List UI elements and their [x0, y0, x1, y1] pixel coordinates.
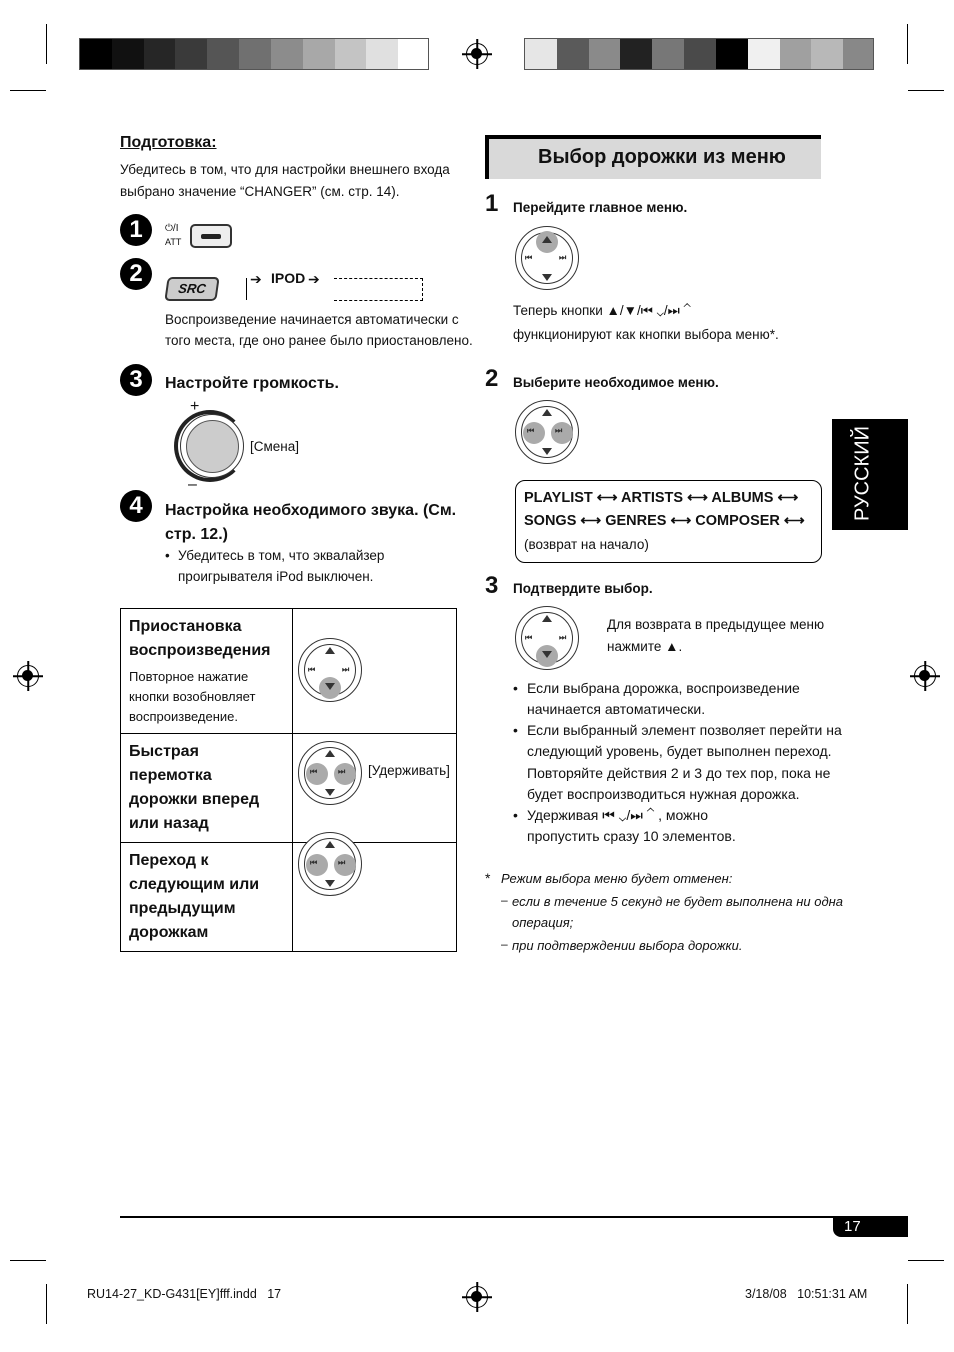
- bullet: •: [513, 807, 518, 823]
- footnote-dash: –: [501, 893, 508, 907]
- plus-label: +: [190, 398, 200, 415]
- step-number-2: 2: [485, 365, 499, 392]
- control-pad-icon[interactable]: ⏮ ⏭: [298, 832, 362, 896]
- footnote: если в течение 5 секунд не будет выполнена ни одна: [512, 894, 844, 909]
- row-title: Переход к: [129, 852, 209, 869]
- registration-mark-icon: [17, 665, 39, 687]
- bullet-text: Если выбранный элемент позволяет перейти на: [527, 722, 842, 738]
- language-tab-label: РУССКИЙ: [851, 426, 874, 521]
- step3-side: нажмите ▲.: [607, 639, 683, 654]
- step-number-3: 3: [485, 572, 499, 599]
- row-title: дорожки вперед: [129, 791, 260, 808]
- step-number-1: 1: [485, 190, 499, 217]
- footnote-star: *: [485, 870, 491, 886]
- row-title: Приостановка: [129, 618, 242, 635]
- prep-text: выбрано значение “CHANGER” (см. стр. 14).: [120, 184, 400, 199]
- footnote: при подтверждении выбора дорожки.: [512, 938, 743, 953]
- menu-line: SONGS ⟷ GENRES ⟷ COMPOSER ⟷: [524, 513, 805, 529]
- row-title: или назад: [129, 815, 209, 832]
- arrow-right-icon: ➔: [250, 271, 262, 287]
- step-number-2: 2: [120, 258, 152, 290]
- registration-mark-icon: [914, 665, 936, 687]
- control-pad-icon[interactable]: ⏮ ⏭: [515, 226, 579, 290]
- row-title: воспроизведения: [129, 642, 271, 659]
- step4-title: стр. 12.): [165, 526, 228, 543]
- ipod-label: IPOD: [271, 270, 306, 286]
- bullet-text: Удерживая ⏮ ⌄/⏭ ⌃ , можно: [527, 807, 709, 823]
- step2-title: Выберите необходимое меню.: [513, 375, 719, 390]
- color-bar-right: [524, 38, 874, 70]
- table-cell: [121, 843, 293, 952]
- bullet-text: пропустить сразу 10 элементов.: [527, 828, 736, 844]
- footnote-dash: –: [501, 937, 508, 951]
- crop-mark: [908, 1260, 944, 1261]
- step1-title: Перейдите главное меню.: [513, 200, 688, 215]
- table-row: [121, 734, 457, 843]
- bullet: •: [513, 722, 518, 738]
- step3-title: Подтвердите выбор.: [513, 581, 653, 596]
- row-title: предыдущим: [129, 900, 236, 917]
- footnote: операция;: [512, 915, 574, 930]
- att-button[interactable]: [190, 224, 232, 248]
- crop-mark: [46, 1284, 47, 1324]
- step-number-1: 1: [120, 214, 152, 246]
- row-desc: кнопки возобновляет: [129, 689, 256, 704]
- bullet: •: [513, 680, 518, 696]
- crop-mark: [907, 1284, 908, 1324]
- crop-mark: [46, 24, 47, 64]
- step3-side: Для возврата в предыдущее меню: [607, 617, 825, 632]
- page-number: 17: [844, 1218, 861, 1235]
- table-row: [121, 843, 457, 952]
- crop-mark: [907, 24, 908, 64]
- table-row: [121, 609, 457, 734]
- table-cell: [121, 609, 293, 734]
- prep-title: Подготовка:: [120, 134, 217, 151]
- step-number-3: 3: [120, 364, 152, 396]
- row-title: дорожкам: [129, 924, 209, 941]
- table-cell: [121, 734, 293, 843]
- step-number-4: 4: [120, 490, 152, 522]
- volume-knob-face[interactable]: [180, 414, 244, 478]
- minus-icon: [201, 234, 221, 239]
- menu-line: (возврат на начало): [524, 537, 649, 552]
- crop-mark: [908, 90, 944, 91]
- volume-note: [Смена]: [250, 439, 300, 454]
- step4-title: Настройка необходимого звука. (См.: [165, 502, 457, 519]
- bullet: •: [165, 548, 170, 563]
- bullet-text: начинается автоматически.: [527, 701, 706, 717]
- minus-label: –: [188, 476, 197, 493]
- step1-text: функционируют как кнопки выбора меню*.: [513, 327, 779, 342]
- control-pad-icon[interactable]: ⏮ ⏭: [298, 638, 362, 702]
- src-label: SRC: [177, 281, 207, 296]
- arrow-right-icon: ➔: [308, 271, 320, 287]
- power-label: ⏻/I: [165, 223, 179, 234]
- bullet-text: будет воспроизводиться нужная дорожка.: [527, 786, 800, 802]
- step3-title: Настройте громкость.: [165, 375, 339, 392]
- menu-line: PLAYLIST ⟷ ARTISTS ⟷ ALBUMS ⟷: [524, 490, 799, 506]
- row-title: следующим или: [129, 876, 260, 893]
- att-label: ATT: [165, 237, 182, 247]
- row-desc: Повторное нажатие: [129, 669, 249, 684]
- step4-bullet: проигрывателя iPod выключен.: [178, 569, 374, 584]
- footnote: Режим выбора меню будет отменен:: [501, 871, 733, 886]
- step4-bullet: Убедитесь в том, что эквалайзер: [178, 548, 385, 563]
- footer-file: RU14-27_KD-G431[EY]fff.indd 17: [87, 1287, 282, 1301]
- crop-mark: [10, 90, 46, 91]
- control-pad-icon[interactable]: ⏮ ⏭: [515, 606, 579, 670]
- section-title: Выбор дорожки из меню: [538, 146, 786, 168]
- prep-text: Убедитесь в том, что для настройки внешнего входа: [120, 162, 450, 177]
- step1-text: Теперь кнопки ▲/▼/⏮ ⌄/⏭ ⌃: [513, 303, 691, 318]
- control-pad-icon[interactable]: ⏮ ⏭: [515, 400, 579, 464]
- row-desc: воспроизведение.: [129, 709, 239, 724]
- bullet-text: Повторяйте действия 2 и 3 до тех пор, пока не: [527, 765, 831, 781]
- crop-mark: [10, 1260, 46, 1261]
- bullet-text: следующий уровень, будет выполнен переход.: [527, 743, 832, 759]
- hold-note: [Удерживать]: [368, 763, 450, 778]
- operations-table: [120, 608, 457, 952]
- flow-line: [246, 278, 247, 300]
- bottom-rule: [120, 1216, 908, 1218]
- row-title: Быстрая перемотка: [129, 743, 212, 784]
- src-button[interactable]: [164, 277, 219, 301]
- registration-mark-icon: [466, 1286, 488, 1308]
- flow-dashed-box: [334, 278, 423, 301]
- footer-date: 3/18/08 10:51:31 AM: [745, 1287, 868, 1301]
- color-bar-left: [79, 38, 429, 70]
- step2-text: Воспроизведение начинается автоматически с: [165, 312, 459, 327]
- step2-text: того места, где оно ранее было приостановлено.: [165, 333, 473, 348]
- registration-mark-icon: [466, 43, 488, 65]
- control-pad-icon[interactable]: ⏮ ⏭: [298, 741, 362, 805]
- bullet-text: Если выбрана дорожка, воспроизведение: [527, 680, 800, 696]
